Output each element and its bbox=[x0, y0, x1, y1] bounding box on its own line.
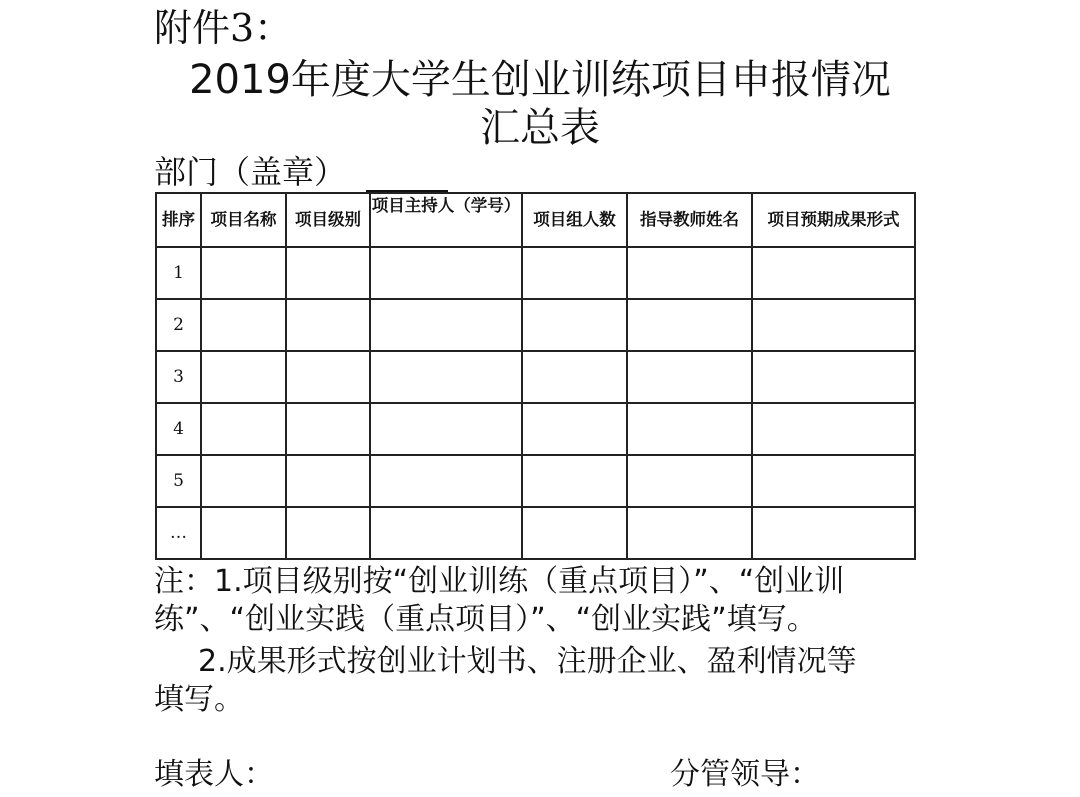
table-cell bbox=[201, 299, 286, 351]
table-cell bbox=[522, 403, 627, 455]
table-cell bbox=[522, 507, 627, 559]
table-cell bbox=[752, 351, 915, 403]
header-team-size: 项目组人数 bbox=[522, 193, 627, 247]
table-row bbox=[156, 247, 915, 299]
document-title: 2019年度大学生创业训练项目申报情况 bbox=[189, 57, 891, 103]
table-cell bbox=[286, 247, 370, 299]
row-number: 4 bbox=[156, 403, 201, 455]
table-cell bbox=[201, 403, 286, 455]
header-project-level: 项目级别 bbox=[286, 193, 370, 247]
table-row bbox=[156, 403, 915, 455]
table-cell bbox=[522, 455, 627, 507]
note-1: 注：1.项目级别按“创业训练（重点项目）”、“创业训练”、“创业实践（重点项目）”、“创业实践”填写。 bbox=[154, 564, 845, 637]
attachment-label: 附件3： bbox=[154, 6, 293, 50]
table-cell bbox=[370, 351, 522, 403]
department-blank bbox=[366, 158, 448, 192]
table-cell bbox=[201, 507, 286, 559]
header-project-name: 项目名称 bbox=[201, 193, 286, 247]
table-row bbox=[156, 299, 915, 351]
table-cell bbox=[201, 455, 286, 507]
leader-label: 分管领导： bbox=[670, 757, 820, 792]
table-cell bbox=[370, 299, 522, 351]
table-cell bbox=[627, 455, 752, 507]
table-cell bbox=[752, 403, 915, 455]
table-row bbox=[156, 455, 915, 507]
header-project-leader: 项目主持人（学号） bbox=[370, 193, 522, 247]
table-cell bbox=[370, 507, 522, 559]
table-cell bbox=[627, 247, 752, 299]
table-cell bbox=[522, 351, 627, 403]
table-row bbox=[156, 351, 915, 403]
table-row bbox=[156, 507, 915, 559]
table-cell bbox=[286, 507, 370, 559]
table-cell bbox=[370, 247, 522, 299]
department-label: 部门（盖章） bbox=[154, 153, 347, 191]
table-cell bbox=[627, 507, 752, 559]
table-cell bbox=[286, 299, 370, 351]
table-cell bbox=[370, 455, 522, 507]
header-expected-outcome: 项目预期成果形式 bbox=[752, 193, 915, 247]
header-order: 排序 bbox=[156, 193, 201, 247]
department-stamp-line bbox=[154, 152, 448, 192]
table-cell bbox=[627, 403, 752, 455]
row-number: 1 bbox=[156, 247, 201, 299]
table-cell bbox=[522, 247, 627, 299]
notes-section bbox=[154, 563, 884, 719]
table-cell bbox=[201, 247, 286, 299]
table-cell bbox=[752, 507, 915, 559]
row-number: … bbox=[156, 507, 201, 559]
summary-table bbox=[155, 192, 916, 560]
table-header-row bbox=[156, 193, 915, 247]
table-cell bbox=[286, 455, 370, 507]
table-cell bbox=[752, 247, 915, 299]
table-cell bbox=[752, 455, 915, 507]
table-cell bbox=[752, 299, 915, 351]
table-cell bbox=[286, 403, 370, 455]
document-subtitle: 汇总表 bbox=[480, 105, 600, 151]
row-number: 3 bbox=[156, 351, 201, 403]
header-advisor-name: 指导教师姓名 bbox=[627, 193, 752, 247]
table-cell bbox=[627, 299, 752, 351]
table-cell bbox=[627, 351, 752, 403]
table-cell bbox=[286, 351, 370, 403]
filler-label: 填表人： bbox=[154, 757, 274, 792]
table-cell bbox=[201, 351, 286, 403]
row-number: 5 bbox=[156, 455, 201, 507]
note-2: 2.成果形式按创业计划书、注册企业、盈利情况等填写。 bbox=[154, 644, 857, 717]
table-cell bbox=[370, 403, 522, 455]
table-cell bbox=[522, 299, 627, 351]
row-number: 2 bbox=[156, 299, 201, 351]
